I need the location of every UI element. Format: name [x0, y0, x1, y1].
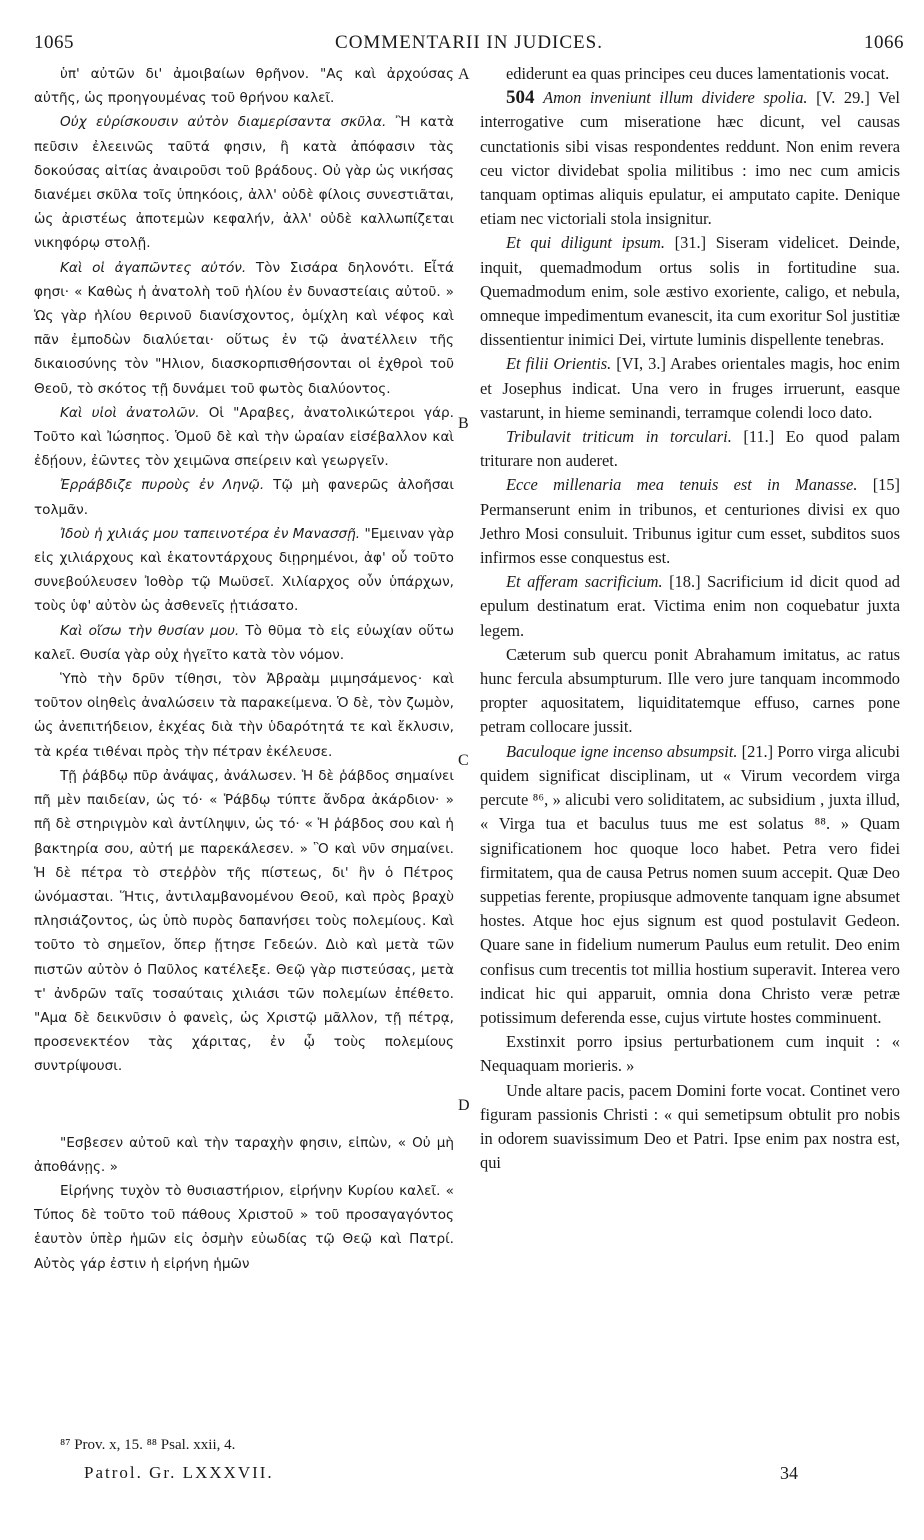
commentary-text: Τὸν Σισάρα δηλονότι. Εἶτά φησι· « Καθὼς ἡ ἀνατολὴ τοῦ ἡλίου ἐν δυναστείαις αὐτοῦ. » Ὡς γὰρ ἡλίου θερινοῦ διανίσχοντος, ὁμίχλη καὶ νέφος καὶ πᾶν ἐμποδὼν διαλύεται· οὕτως ἐν τῷ ἀνατέλλειν τῆς δικαιοσύνης τὸν "Ηλιον, διασκορπισθήσονται οἱ ἐχθροὶ τοῦ Θεοῦ, τὸ σκότος τῇ δυνάμει τοῦ φωτὸς διαλύοντος.	[34, 259, 454, 397]
commentary-text: Τὸ θῦμα τὸ εἰς εὐωχίαν οὕτω καλεῖ. Θυσία γὰρ οὐχ ἡγεῖτο κατὰ τὸν νόμον.	[34, 622, 454, 663]
greek-paragraph	[34, 256, 454, 401]
greek-paragraph	[34, 764, 454, 1079]
greek-paragraph	[34, 1131, 454, 1179]
greek-paragraph	[34, 62, 454, 110]
commentary-text: Εἰρήνης τυχὸν τὸ θυσιαστήριον, εἰρήνην Κυρίου καλεῖ. « Τύπος δὲ τοῦτο τοῦ πάθους Χριστοῦ » τοῦ προσαγαγόντος ἑαυτὸν ὑπὲρ ἡμῶν εἰς ὀσμὴν εὐωδίας τῷ Θεῷ καὶ Πατρί. Αὐτὸς γάρ ἐστιν ἡ εἰρήνη ἡμῶν	[34, 1182, 454, 1272]
commentary-text: Οἱ "Αραβες, ἀνατολικώτεροι γάρ. Τοῦτο καὶ Ἰώσηπος. Ὁμοῦ δὲ καὶ τὴν ὡραίαν εἰσέβαλλον καὶ ἐδῄουν, ἐῶντες τὸν χειμῶνα σπείρειν καὶ γεωργεῖν.	[34, 404, 454, 470]
commentary-text: Τῷ μὴ φανερῶς ἀλοῆσαι τολμᾶν.	[34, 477, 454, 518]
lemma: Baculoque igne incenso absumpsit.	[506, 741, 738, 761]
commentary-text: Ὑπὸ τὴν δρῦν τίθησι, τὸν Ἀβραὰμ μιμησάμενος· καὶ τοῦτον οἰηθεὶς ἀναλώσειν τὰ παρακείμενα. Ὁ δὲ, τὸν ζωμὸν, ὡς ἀνεπιτήδειον, ἐκχέας διὰ τὴν ὑδαρότητά τε καὶ ἔκλυσιν, τὰ κρέα τιθέναι πρὸς τὴν πέτραν ἐκέλευσε.	[34, 671, 454, 760]
margin-letter-a: A	[458, 66, 470, 83]
latin-paragraph	[480, 352, 900, 425]
latin-paragraph	[480, 740, 900, 1030]
running-title: COMMENTARII IN JUDICES.	[335, 32, 603, 53]
commentary-text: [11.] Eo quod palam triturare non auderet.	[480, 427, 900, 471]
commentary-text: [18.] Sacrificium id dicit quod ad epulum destinatum erat. Victima enim non coquebatur juxta legem.	[480, 572, 900, 640]
lemma: Καὶ οἱ ἀγαπῶντες αὐτόν.	[60, 259, 247, 276]
commentary-text: Exstinxit porro ipsius perturbationem cum inquit : « Nequaquam morieris. »	[480, 1032, 900, 1076]
commentary-text: Τῇ ῥάβδῳ πῦρ ἀνάψας, ἀνάλωσεν. Ἡ δὲ ῥάβδος σημαίνει πῆ μὲν παιδείαν, ὡς τό· « Ῥάβδῳ τύπτε ἄνδρα ἀκάρδιον· » πῆ δὲ στηριγμὸν καὶ ἀντίληψιν, ὡς τό· « Ἡ ῥάβδος σου καὶ ἡ βακτηρία σου, αὐτή με παρεκάλεσεν. » Ὃ καὶ νῦν σημαίνει. Ἡ δὲ πέτρα τὸ στεῤῥὸν τῆς πίστεως, δι' ἣν ὁ Πέτρος ὠνόμασται. Ἥτις, ἀντιλαμβανομένου Θεοῦ, καὶ πρὸς βραχὺ πλησιάζοντος, ὡς ὑπὸ πυρὸς δαπανήσει τοὺς πολεμίους. Καὶ τοῦτο τὸ σημεῖον, ὅπερ ᾔτησε Γεδεών. Διὸ καὶ μετὰ τῶν πιστῶν αὐτὸν ὁ Παῦλος κατέλεξε. Θεῷ γὰρ πιστεύσας, μετὰ τ' ἀνδρῶν ταῖς τοσαύταις χιλιάσι τῶν πολεμίων ἐπέθετο. "Αμα δὲ δεικνῦσιν ὁ φανεὶς, ὡς Χριστῷ μᾶλλον, τῇ πέτρᾳ, προσενεκτέον τὰς χάριτας, ἐν ᾧ τοὺς πολεμίους συντρίψουσι.	[34, 767, 454, 1075]
greek-paragraph	[34, 619, 454, 667]
lemma: Amon inveniunt illum dividere spolia.	[543, 88, 808, 108]
latin-paragraph	[480, 86, 900, 231]
lemma: Et qui diligunt ipsum.	[506, 233, 665, 253]
lemma: Ἰδοὺ ἡ χιλιάς μου ταπεινοτέρα ἐν Μανασσῇ.	[60, 525, 361, 542]
commentary-text: ὑπ' αὐτῶν δι' ἀμοιβαίων θρῆνον. "Ας καὶ ἀρχούσας αὐτῆς, ὡς προηγουμένας τοῦ θρήνου καλεῖ.	[34, 66, 454, 107]
greek-paragraph	[34, 110, 454, 255]
latin-paragraph	[480, 643, 900, 740]
lemma: Tribulavit triticum in torculari.	[506, 427, 732, 447]
commentary-text: Unde altare pacis, pacem Domini forte vocat. Continet vero figuram passionis Christi : « qui semetipsum obtulit pro nobis in odorem suavissimum Deo et Patri. Ipse enim pax nostra est, qui	[480, 1080, 900, 1173]
commentary-text: Ἢ κατὰ πεῦσιν ἐλεεινῶς ταῦτά φησιν, ἢ κατὰ ἀπόφασιν τὰς δοκούσας αἰτίας ἀναιροῦσι τοῦ βράδους. Οὐ γὰρ ὡς νικήσας διανέμει σκῦλα τοῖς ὑπηκόοις, ἀλλ' οὐδὲ φίλοις συνεστιᾶται, ὡς ἀριστέως ἀποτεμὼν κεφαλήν, ἀλλ' οὐδὲ καλλωπίζεται νικηφόρῳ στολῇ.	[34, 114, 454, 252]
column-number: 504	[506, 87, 535, 109]
commentary-text: "Εσβεσεν αὐτοῦ καὶ τὴν ταραχὴν φησιν, εἰπὼν, « Οὐ μὴ ἀποθάνῃς. »	[34, 1134, 454, 1175]
running-header	[34, 32, 904, 58]
latin-paragraph	[480, 1030, 900, 1078]
commentary-text: Cæterum sub quercu ponit Abrahamum imitatus, ac ratus hunc fercula absumpturum. Ille vero jure tanquam incommodo propter aquositatem, liquiditatemque effuso, carnes pone petram collocare jussit.	[480, 644, 900, 737]
latin-paragraph	[480, 231, 900, 352]
lemma: Et filii Orientis.	[506, 354, 612, 374]
latin-paragraph	[480, 473, 900, 570]
latin-paragraph	[480, 425, 900, 473]
latin-paragraph	[480, 570, 900, 643]
lemma: Καὶ οἴσω τὴν θυσίαν μου.	[60, 622, 240, 639]
latin-paragraph	[480, 62, 900, 86]
footnotes: ⁸⁷ Prov. x, 15. ⁸⁸ Psal. xxii, 4.	[60, 1437, 236, 1453]
latin-paragraph	[480, 1079, 900, 1176]
lemma: Οὐχ εὑρίσκουσιν αὐτὸν διαμερίσαντα σκῦλα.	[60, 114, 387, 131]
page-number-left: 1065	[34, 32, 74, 53]
greek-paragraph	[34, 667, 454, 764]
margin-letter-b: B	[458, 415, 469, 432]
commentary-text: "Εμειναν γὰρ εἰς χιλιάρχους καὶ ἑκατοντάρχους διῃρημένοι, ἀφ' οὗ τοῦτο συνεβούλευσεν Ἰοθὸρ τῷ Μωϋσεῖ. Χιλίαρχος οὖν ὑπάρχων, τοὺς ὑφ' αὐτὸν ὡς ἀσθενεῖς ᾐτιάσατο.	[34, 525, 455, 615]
margin-letter-d: D	[458, 1097, 470, 1114]
lemma: Ecce millenaria mea tenuis est in Manasse.	[506, 475, 858, 495]
latin-column	[480, 62, 900, 1175]
lemma: Et afferam sacrificium.	[506, 572, 663, 592]
margin-letter-c: C	[458, 752, 469, 769]
commentary-text: [VI, 3.] Arabes orientales magis, hoc enim et Josephus indicat. Una vero in fruges irruerunt, easque vastarunt, in hieme seminandi, terramque colendi loco dato.	[480, 354, 900, 422]
greek-paragraph	[34, 401, 454, 474]
page-number-right: 1066	[864, 32, 904, 53]
signature-number: 34	[780, 1463, 798, 1483]
commentary-text: [15] Permanserunt enim in tribunos, et centuriones divisi ex quo Jethro Mosi consuluit. Tribunus igitur cum esset, subditos suos infirmos esse conquestus est.	[480, 475, 901, 568]
greek-column	[34, 62, 454, 1276]
commentary-text: ediderunt ea quas principes ceu duces lamentationis vocat.	[506, 64, 890, 83]
commentary-text: [21.] Porro virga alicubi quidem significat disciplinam, ut « Virum vecordem virga percute ⁸⁶, » alicubi vero soliditatem, ac subsidium , juxta illud, « Virga tua et baculus tuus me est solatus ⁸⁸. » Quam significationem hoc quoque loco habet. Petra vero fidei firmitatem, qua de causa Petrus nomen suum accepit. Quæ Deo suppetias ferente, propiusque admovente tanquam igne absumet hostes. Atque hoc ejus signum est quod postulavit Gedeon. Quare sane in fidelium numerum Paulus eum retulit. Deo enim confisus cum trecentis tot millia hostium superavit. Interea vero indicat hic qui apparuit, omnia dona Christo veræ petræ potissimum deferenda esse, cujus virtute hostes comminuent.	[480, 741, 900, 1027]
greek-paragraph	[34, 1179, 454, 1276]
greek-paragraph	[34, 473, 454, 521]
signature-mark: Patrol. Gr. LXXXVII.	[84, 1463, 274, 1482]
lemma: Ἐρράβδιζε πυροὺς ἐν Ληνῷ.	[60, 477, 265, 494]
greek-paragraph	[34, 522, 454, 619]
lemma: Καὶ υἱοὶ ἀνατολῶν.	[60, 404, 200, 421]
commentary-text: [31.] Siseram videlicet. Deinde, inquit, quemadmodum ortus solis in fortitudine sua. Quemadmodum enim, sole æstivo exoriente, caligo, et nebula, omneque impedimentum evanescit, ita cum exoritur Sol justitiæ dissentientur inimici Dei, virtute luminis dispellente tenebras.	[480, 233, 901, 350]
commentary-text: [V. 29.] Vel interrogative cum miseratione hæc dicunt, vel causas cunctationis sibi visas respondentes reddunt. Non enim revera ceu victor dividebat spolia militibus : imo nec cum amicis tanquam optimas aliquis epulatur, ei amputato capite. Denique etiam nec victoriali stola insignitur.	[480, 88, 900, 229]
